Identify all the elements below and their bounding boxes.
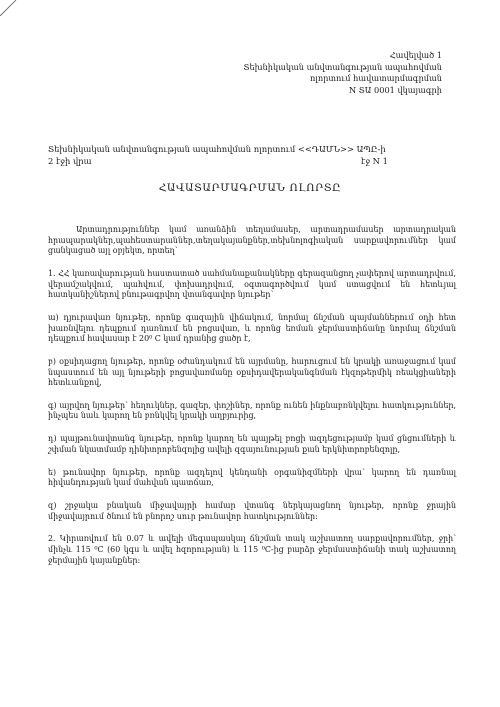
paragraph-item-f: զ) շրջակա բնական միջավայրի համար վտանգ ներկայացնող նյութեր, որոնք ջրային միջավայրում ծնում են բնորոշ սուր թունավոր հատկություններ: (48, 501, 456, 521)
document-title: ՀԱՎԱՏԱՐՄԱԳՐՄԱՆ ՈԼՈՐՏԸ (158, 182, 342, 194)
paragraph-item-a: ա) դյուրավառ նյութեր, որոնք գազային վիճակում, նորմալ ճնշման պայմաններում օդի հետ խառնվելու դեպքում դառնում են բոցավառ, և որոնց եռման ջերմաստիճանը նորմալ ճնշման դեպքում հավասար է 20⁰ C կամ դրանից ցածր է, (48, 312, 456, 344)
annex-line-1: Հավելված 1 (389, 50, 442, 60)
paragraph-item-1: 1. ՀՀ կառավարության հաստատած սահմանաքանակները գերազանցող չափերով արտադրվում, վերամշակվում, պահվում, փոխադրվում, օգտագործվում կամ ստացվում են հետևյալ հատկանիշներով բնութագրվող վտանգավոր նյութեր՝ (48, 268, 456, 300)
paragraph-item-2: 2. Կիրառվում են 0.07 և ավելի մեգապասկալ ճնշման տակ աշխատող սարքավորումներ, ջրի՝ մինչև 115 ⁰C (60 կգս և ավել հզորության) և 115 ⁰C-ից բարձր ջերմաստիճանի տակ աշխատող ջերմային կայանքներ: (48, 534, 456, 565)
scan-fold-mark (0, 0, 40, 40)
annex-block (242, 50, 442, 96)
paragraph-intro: Արտադրություններ կամ առանձին տեղամասեր, արտադրամասեր արտադրական հրապարակներ,պահեստարաններ,տեղակայանքներ,տեխնոլոգիական սարքավորումներ կամ ցանկացած այլ օբյեկտ, որտեղ՝ (48, 225, 456, 256)
annex-line-4: N ՏԱ 0001 վկայագրի (349, 84, 442, 95)
page-info (48, 156, 388, 167)
paragraph-item-d: դ) պայթունավտանգ նյութեր, որոնք կարող են պայթել բոցի ազդեցությամբ կամ ցնցումների և շփման նկատմամբ դինիտրոբենզոլից ավելի զգայունության քան երկնիտրոբենզոլը, (48, 434, 456, 454)
paragraph-item-b: բ) օքսիդացող նյութեր, որոնք օժանդակում են այրմանը, հարուցում են կրակի առաջացում կամ նպաստում են այլ նյութերի բոցավառմանը օքսիդավերականգնման էկզոթերմիկ ռեակցիաների հետևանքով, (48, 356, 456, 388)
annex-line-3: ոլորտում հավատարմագրման (310, 73, 442, 83)
paragraph-item-e: ե) թունավոր նյութեր, որոնք ազդելով կենդանի օրգանիզմների վրա՝ կարող են դառնալ հիվանդության կամ մահվան պատճառ, (48, 467, 456, 488)
paragraph-item-c: գ) այրվող նյութեր՝ հեղուկներ, գազեր, փոշիներ, որոնք ունեն ինքնաբռնկվելու հատկություններ, ինչպես նաև կարող են բռնկվել կրակի աղբյուրից, (48, 400, 456, 421)
organization-line: Տեխնիկական անվտանգության ապահովման ոլորտում <<ԴԱՄՆ>> ԱՊԸ-ի (48, 144, 386, 154)
page-count: 2 էջի վրա (48, 156, 92, 166)
page-number: էջ N 1 (361, 156, 388, 166)
document-body (48, 225, 456, 578)
annex-line-2: Տեխնիկական անվտանգության ապահովման (243, 61, 442, 72)
